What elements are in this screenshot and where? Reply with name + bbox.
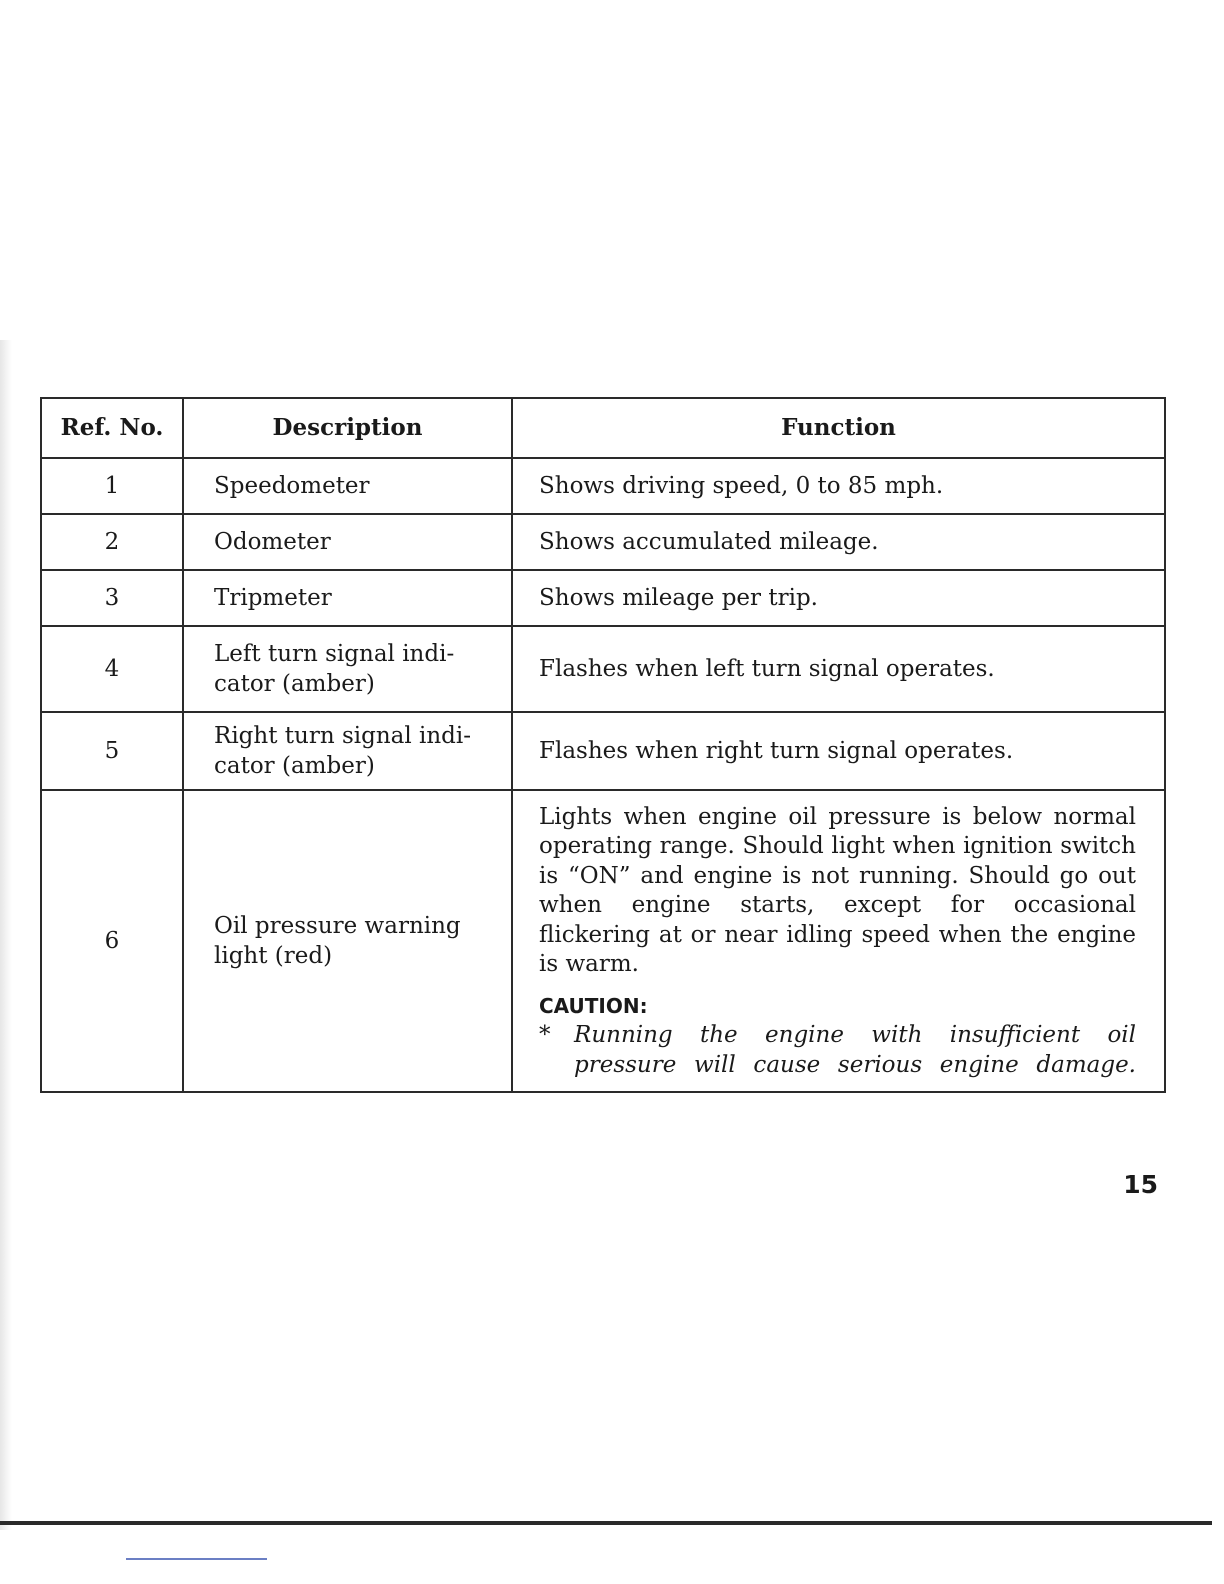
function-cell: Flashes when right turn signal operates.: [512, 712, 1165, 790]
ref-cell: 1: [41, 458, 183, 514]
caution-bullet: *: [539, 1021, 551, 1048]
function-cell: Shows driving speed, 0 to 85 mph.: [512, 458, 1165, 514]
function-cell: Shows accumulated mileage.: [512, 514, 1165, 570]
table-header-row: [41, 398, 1165, 458]
ref-cell: 5: [41, 712, 183, 790]
description-cell: Speedometer: [183, 458, 512, 514]
ref-cell: 2: [41, 514, 183, 570]
description-cell: Oil pressure warning light (red): [183, 790, 512, 1092]
table-row: [41, 570, 1165, 626]
function-cell: Flashes when left turn signal operates.: [512, 626, 1165, 712]
function-cell: Shows mileage per trip.: [512, 570, 1165, 626]
indicator-function-table: [40, 397, 1166, 1093]
caution-heading: CAUTION:: [539, 993, 648, 1018]
table-row: [41, 458, 1165, 514]
ref-cell: 3: [41, 570, 183, 626]
page-number: 15: [1123, 1170, 1158, 1199]
header-description: Description: [183, 398, 512, 458]
ref-cell: 4: [41, 626, 183, 712]
function-cell: [512, 790, 1165, 1092]
footer-mark: [126, 1558, 267, 1560]
table-row: [41, 790, 1165, 1092]
header-function: Function: [512, 398, 1165, 458]
caution-text: Running the engine with insufficient oil pressure will cause serious engine damage.: [574, 1021, 1136, 1078]
table-row: [41, 712, 1165, 790]
caution-item: [539, 1020, 1136, 1080]
description-cell: Tripmeter: [183, 570, 512, 626]
description-cell: Left turn signal indi- cator (amber): [183, 626, 512, 712]
table-row: [41, 626, 1165, 712]
page-edge-shadow: [0, 340, 12, 1530]
oil-pressure-function-text: Lights when engine oil pressure is below normal operating range. Should light when ignition switch is “ON” and engine is not running. Should go out when engine starts, except for occasional flickering at or near idling speed when the engine is warm.: [539, 803, 1136, 977]
description-cell: Odometer: [183, 514, 512, 570]
ref-cell: 6: [41, 790, 183, 1092]
table-row: [41, 514, 1165, 570]
header-ref-no: Ref. No.: [41, 398, 183, 458]
description-cell: Right turn signal indi- cator (amber): [183, 712, 512, 790]
bottom-rule: [0, 1521, 1212, 1525]
